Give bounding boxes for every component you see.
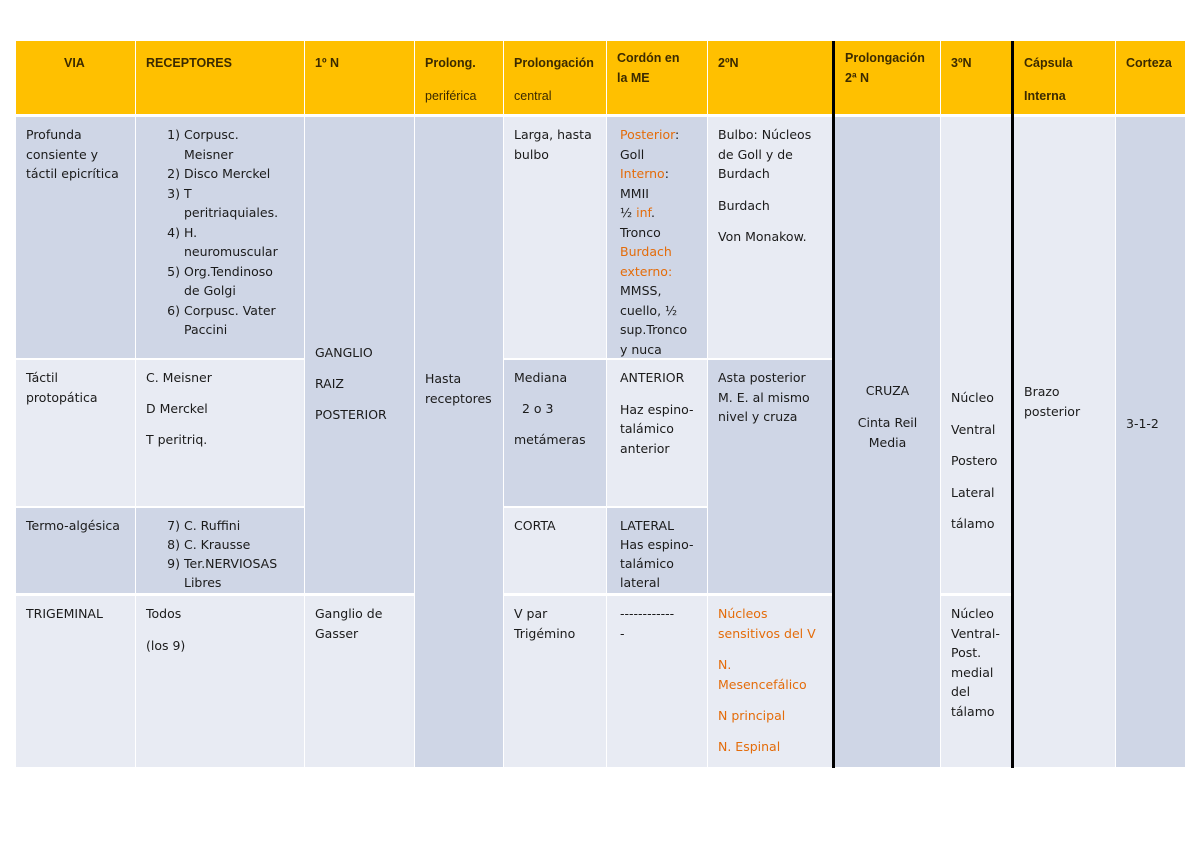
cruza-line: Media: [868, 435, 907, 450]
list-text: T: [184, 185, 192, 201]
header-2n-label: 2ºN: [718, 56, 739, 70]
row4-3n-line: Núcleo: [951, 606, 994, 621]
header-receptores-label: RECEPTORES: [146, 56, 232, 70]
header-corteza: [1116, 41, 1185, 114]
row2-prolong-central-line: metámeras: [514, 432, 586, 447]
row2-receptores-line: T peritriq.: [146, 432, 208, 447]
row2-cordon-line: ANTERIOR: [620, 370, 685, 385]
header-corteza-label: Corteza: [1126, 56, 1172, 70]
row4-3n-line: Ventral-: [951, 625, 1000, 641]
row1-receptores-list: [144, 125, 296, 340]
cordon-mmss: MMSS,: [620, 283, 662, 298]
list-text: Disco Merckel: [184, 166, 271, 181]
header-prolong-2n-line2: 2ª N: [845, 70, 870, 85]
row4-3n-line: medial: [951, 664, 994, 680]
list-text: peritriaquiales.: [184, 205, 279, 220]
cordon-interno: Interno: [620, 166, 665, 181]
row4-3n-line: Post.: [951, 645, 982, 660]
header-1n: [305, 41, 414, 114]
header-capsula: [1014, 41, 1115, 114]
list-text: Paccini: [184, 322, 228, 337]
row1-via: [16, 117, 135, 358]
row3-via: [16, 508, 135, 593]
row2-cordon: [607, 360, 707, 506]
nucleo-ventral-postero-lateral: [941, 117, 1011, 593]
cordon-externo: externo:: [620, 263, 673, 279]
row1-cordon-line: [620, 203, 699, 223]
row1-cordon: [607, 117, 707, 358]
nucleo-line: Ventral: [951, 421, 996, 437]
header-receptores: [136, 41, 304, 114]
header-prolong-periferica: [415, 41, 503, 114]
row3-cordon-line: talámico: [620, 556, 674, 571]
row4-receptores-line: (los 9): [146, 637, 186, 653]
hasta-line: receptores: [425, 390, 492, 406]
list-number: 5): [167, 263, 180, 279]
list-text: neuromuscular: [184, 244, 278, 259]
ganglio-raiz-posterior: [305, 117, 414, 593]
row1-2n-line: Burdach: [718, 166, 770, 181]
row1-prolong-central: [504, 117, 606, 358]
list-number: 1): [167, 127, 180, 142]
row3-prolong-central-line: CORTA: [514, 518, 556, 533]
row4-via-line: TRIGEMINAL: [26, 606, 103, 621]
cruza-line: CRUZA: [865, 383, 910, 398]
header-1n-label: 1º N: [315, 56, 340, 70]
cordon-goll: Goll: [620, 146, 645, 162]
list-text: Ter.NERVIOSAS: [184, 556, 278, 571]
cordon-colon: :: [664, 166, 669, 181]
list-text: C. Krausse: [184, 537, 251, 552]
cordon-colon: :: [675, 127, 680, 142]
row4-2n-line: Mesencefálico: [718, 677, 807, 692]
header-2n: [708, 41, 832, 114]
list-text: de Golgi: [184, 283, 236, 298]
ganglio-line: RAIZ: [315, 376, 344, 391]
list-text: Meisner: [184, 146, 234, 162]
cordon-tronco: Tronco: [620, 224, 661, 240]
row4-2n: [708, 596, 832, 767]
row2-2n-line: nivel y cruza: [718, 409, 798, 424]
header-via: [16, 41, 135, 114]
row1-via-line: Profunda: [26, 127, 82, 142]
cordon-cuello: cuello, ½: [620, 302, 678, 318]
row4-2n-line: N principal: [718, 708, 786, 723]
list-text: Corpusc.: [184, 127, 239, 142]
row3-receptores-list: [144, 516, 296, 592]
row4-2n-line: N.: [718, 657, 732, 672]
cordon-inf: inf: [632, 205, 651, 220]
list-item: [144, 184, 296, 223]
row3-cordon-line: Has espino-: [620, 537, 694, 552]
cruza-cinta-reil: [835, 117, 940, 767]
header-capsula-line2: Interna: [1024, 89, 1066, 103]
brazo-posterior: [1014, 117, 1115, 767]
nucleo-line: Lateral: [951, 484, 995, 500]
row1-2n-line: Bulbo: Núcleos: [718, 127, 812, 142]
row3-via-line: Termo-algésica: [26, 518, 120, 533]
row4-via: [16, 596, 135, 767]
row2-prolong-central: [504, 360, 606, 506]
list-number: 7): [167, 518, 180, 533]
list-text: C. Ruffini: [184, 518, 241, 533]
header-prolong-periferica-line1: Prolong.: [425, 56, 476, 70]
row4-1n-line: Ganglio de: [315, 606, 383, 621]
nucleo-line: Postero: [951, 453, 998, 468]
row4-3n-line: tálamo: [951, 703, 995, 719]
corteza-value: [1116, 117, 1185, 767]
row2-cordon-line: Haz espino-: [620, 401, 694, 417]
row4-1n: [305, 596, 414, 767]
header-prolong-2n-line1: Prolongación: [845, 51, 925, 65]
row2-prolong-central-line: Mediana: [514, 370, 568, 385]
row1-2n: [708, 117, 832, 358]
cordon-burdach: Burdach: [620, 244, 672, 259]
row2-receptores-line: D Merckel: [146, 401, 208, 416]
list-item: [144, 535, 296, 554]
row4-1n-line: Gasser: [315, 625, 359, 641]
brazo-line: posterior: [1024, 403, 1081, 419]
row3-cordon-line: LATERAL: [620, 518, 675, 533]
ganglio-line: POSTERIOR: [315, 407, 387, 422]
row4-prolong-central-line: Trigémino: [514, 625, 576, 641]
nucleo-line: Núcleo: [951, 390, 994, 405]
cordon-half: ½: [620, 205, 633, 220]
row1-2n-line: Burdach: [718, 197, 770, 213]
list-item: [144, 262, 296, 301]
row2-cordon-line: anterior: [620, 440, 670, 456]
list-number: 2): [167, 166, 180, 181]
row1-2n-line: Von Monakow.: [718, 229, 807, 244]
header-prolong-central-line2: central: [514, 89, 552, 103]
list-number: 8): [167, 537, 180, 552]
list-text: Org.Tendinoso: [184, 263, 273, 279]
list-number: 3): [167, 185, 180, 201]
thick-divider: [1011, 41, 1014, 768]
row4-receptores: [136, 596, 304, 767]
list-number: 4): [167, 224, 180, 240]
row1-prolong-central-line: Larga, hasta: [514, 127, 592, 142]
row2-2n: [708, 360, 832, 593]
hasta-line: Hasta: [425, 371, 462, 386]
header-prolong-central: [504, 41, 606, 114]
row4-prolong-central-line: V par: [514, 606, 548, 621]
row3-prolong-central: [504, 508, 606, 593]
row1-2n-line: de Goll y de: [718, 146, 793, 162]
row4-receptores-line: Todos: [146, 606, 182, 621]
header-3n: [941, 41, 1011, 114]
row2-prolong-central-line: 2 o 3: [522, 401, 554, 416]
list-text: Libres: [184, 575, 222, 590]
row4-2n-line: sensitivos del V: [718, 626, 816, 641]
row1-via-line: táctil epicrítica: [26, 166, 119, 181]
header-prolong-2n: [835, 41, 940, 114]
row4-3n: [941, 596, 1011, 767]
row3-cordon: [607, 508, 707, 593]
cordon-posterior: Posterior: [620, 127, 676, 142]
row4-cordon-line: -: [620, 625, 625, 641]
row2-via-line: protopática: [26, 389, 98, 405]
row3-receptores: [136, 508, 304, 593]
cordon-mmii: MMII: [620, 185, 649, 201]
row4-2n-line: N. Espinal: [718, 739, 781, 754]
row2-receptores-line: C. Meisner: [146, 370, 212, 385]
row4-2n-line: Núcleos: [718, 606, 768, 621]
list-item: [144, 554, 296, 592]
header-3n-label: 3ºN: [951, 56, 972, 70]
row1-cordon-line: [620, 125, 699, 145]
row4-3n-line: del: [951, 684, 971, 699]
list-item: [144, 301, 296, 340]
brazo-line: Brazo: [1024, 384, 1060, 399]
row2-cordon-line: talámico: [620, 421, 674, 436]
row1-via-line: consiente y: [26, 146, 99, 162]
corteza-value-text: 3-1-2: [1126, 416, 1159, 431]
list-text: Corpusc. Vater: [184, 302, 276, 318]
thick-divider: [832, 41, 835, 768]
row1-prolong-central-line: bulbo: [514, 146, 549, 162]
row2-receptores: [136, 360, 304, 506]
list-item: [144, 223, 296, 262]
hasta-receptores: [415, 117, 503, 767]
list-number: 9): [167, 556, 180, 571]
cordon-dot: .: [651, 205, 655, 220]
header-capsula-line1: Cápsula: [1024, 56, 1073, 70]
row1-cordon-line: [620, 164, 699, 184]
header-cordon: [607, 41, 707, 114]
header-prolong-central-line1: Prolongación: [514, 56, 594, 70]
nucleo-line: tálamo: [951, 516, 995, 531]
row2-2n-line: Asta posterior: [718, 370, 806, 385]
cordon-nuca: y nuca: [620, 341, 662, 357]
cruza-line: Cinta Reil: [857, 415, 918, 430]
row4-prolong-central: [504, 596, 606, 767]
header-via-label: VIA: [64, 56, 85, 70]
header-prolong-periferica-line2: periférica: [425, 89, 477, 103]
row2-via: [16, 360, 135, 506]
cordon-sup: sup.Tronco: [620, 322, 688, 337]
list-item: [144, 164, 296, 184]
row3-cordon-line: lateral: [620, 575, 660, 590]
list-number: 6): [167, 302, 180, 318]
list-item: [144, 516, 296, 535]
header-cordon-line1: Cordón en: [617, 51, 680, 65]
row4-cordon: [607, 596, 707, 767]
list-item: [144, 125, 296, 164]
row2-2n-line: M. E. al mismo: [718, 389, 810, 405]
list-text: H.: [184, 224, 198, 240]
row2-via-line: Táctil: [26, 370, 58, 385]
row4-cordon-line: ------------: [620, 606, 675, 621]
row1-receptores: [136, 117, 304, 358]
ganglio-line: GANGLIO: [315, 345, 373, 360]
header-cordon-line2: la ME: [617, 70, 650, 85]
